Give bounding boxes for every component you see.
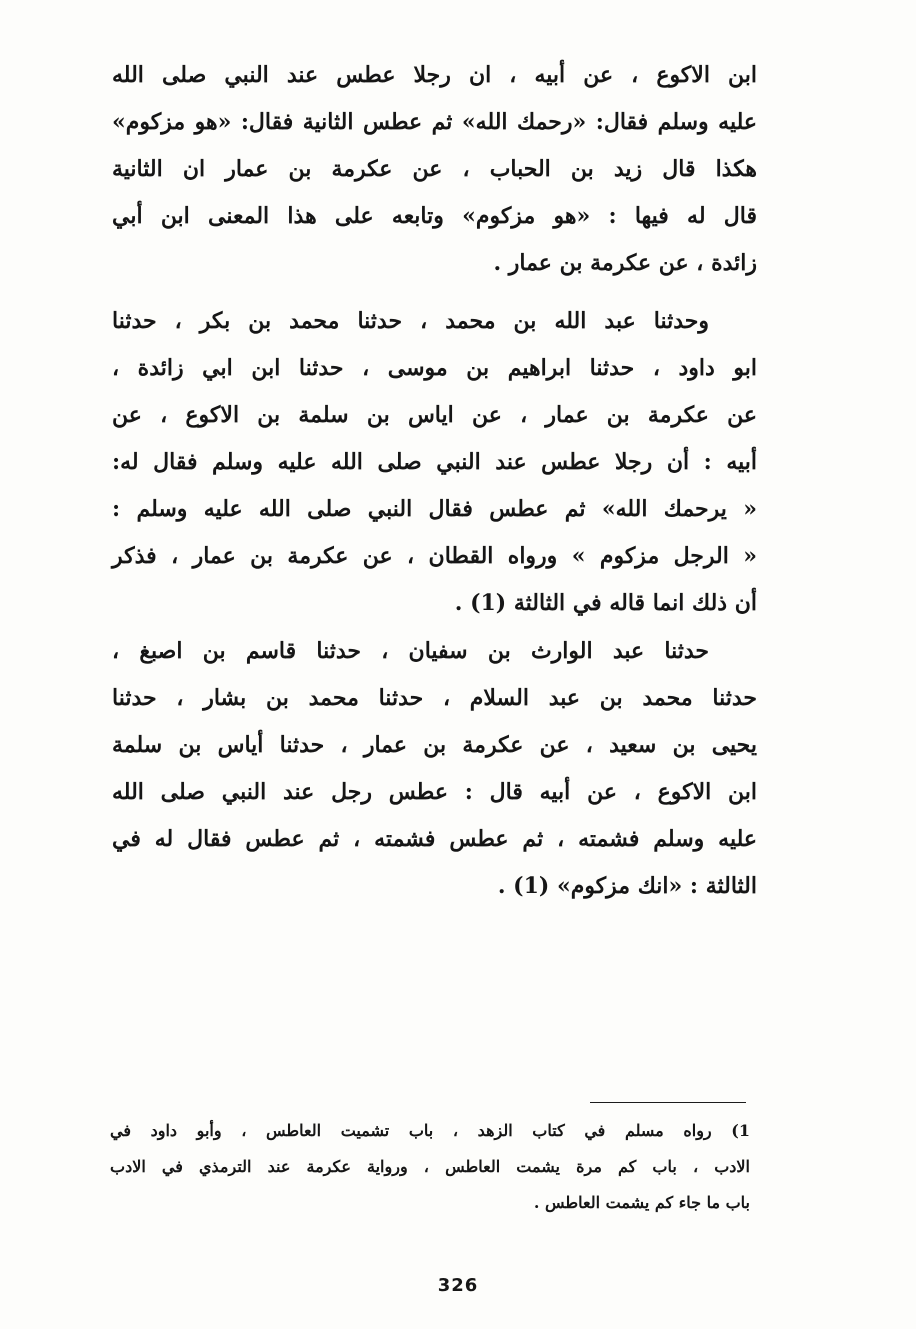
paragraph-line: أن ذلك انما قاله في الثالثة (1) . xyxy=(454,590,757,616)
paragraph-line: وحدثنا عبد الله بن محمد ، حدثنا محمد بن بكر ، حدثنا xyxy=(112,308,709,334)
paragraph-line: أبيه : أن رجلا عطس عند النبي صلى الله عليه وسلم فقال له: xyxy=(112,449,757,475)
paragraph-line: حدثنا عبد الوارث بن سفيان ، حدثنا قاسم بن اصبغ ، xyxy=(112,638,709,664)
paragraph-line: « يرحمك الله» ثم عطس فقال النبي صلى الله عليه وسلم : xyxy=(112,496,757,522)
paragraph-line: ابن الاكوع ، عن أبيه ، ان رجلا عطس عند النبي صلى الله xyxy=(112,62,757,88)
footnote-line: باب ما جاء كم يشمت العاطس . xyxy=(533,1193,750,1212)
paragraph-line: « الرجل مزكوم » ورواه القطان ، عن عكرمة بن عمار ، فذكر xyxy=(112,543,757,569)
paragraph-line: قال له فيها : «هو مزكوم» وتابعه على هذا المعنى ابن أبي xyxy=(112,203,757,229)
paragraph-line: ابو داود ، حدثنا ابراهيم بن موسى ، حدثنا ابن ابي زائدة ، xyxy=(112,355,757,381)
footnote xyxy=(110,1113,750,1221)
paragraph-1 xyxy=(112,52,757,287)
paragraph-line: عليه وسلم فشمته ، ثم عطس فشمته ، ثم عطس فقال له في xyxy=(112,826,757,852)
paragraph-3 xyxy=(112,628,757,910)
paragraph-line: حدثنا محمد بن عبد السلام ، حدثنا محمد بن بشار ، حدثنا xyxy=(112,685,757,711)
footnote-line: 1) رواه مسلم في كتاب الزهد ، باب تشميت العاطس ، وأبو داود في xyxy=(110,1121,751,1140)
page-number: 326 xyxy=(437,1275,479,1296)
paragraph-line: الثالثة : «انك مزكوم» (1) . xyxy=(497,873,757,899)
footnote-line: الادب ، باب كم مرة يشمت العاطس ، ورواية عكرمة عند الترمذي في الادب xyxy=(110,1157,750,1176)
paragraph-line: هكذا قال زيد بن الحباب ، عن عكرمة بن عمار ان الثانية xyxy=(112,156,757,182)
paragraph-line: يحيى بن سعيد ، عن عكرمة بن عمار ، حدثنا أياس بن سلمة xyxy=(112,732,757,758)
paragraph-2 xyxy=(112,298,757,627)
paragraph-line: ابن الاكوع ، عن أبيه قال : عطس رجل عند النبي صلى الله xyxy=(112,779,757,805)
paragraph-line: عن عكرمة بن عمار ، عن اياس بن سلمة بن الاكوع ، عن xyxy=(112,402,757,428)
paragraph-line: عليه وسلم فقال: «رحمك الله» ثم عطس الثانية فقال: «هو مزكوم» xyxy=(112,109,757,135)
footnote-divider xyxy=(590,1102,746,1103)
paragraph-line: زائدة ، عن عكرمة بن عمار . xyxy=(493,250,757,276)
